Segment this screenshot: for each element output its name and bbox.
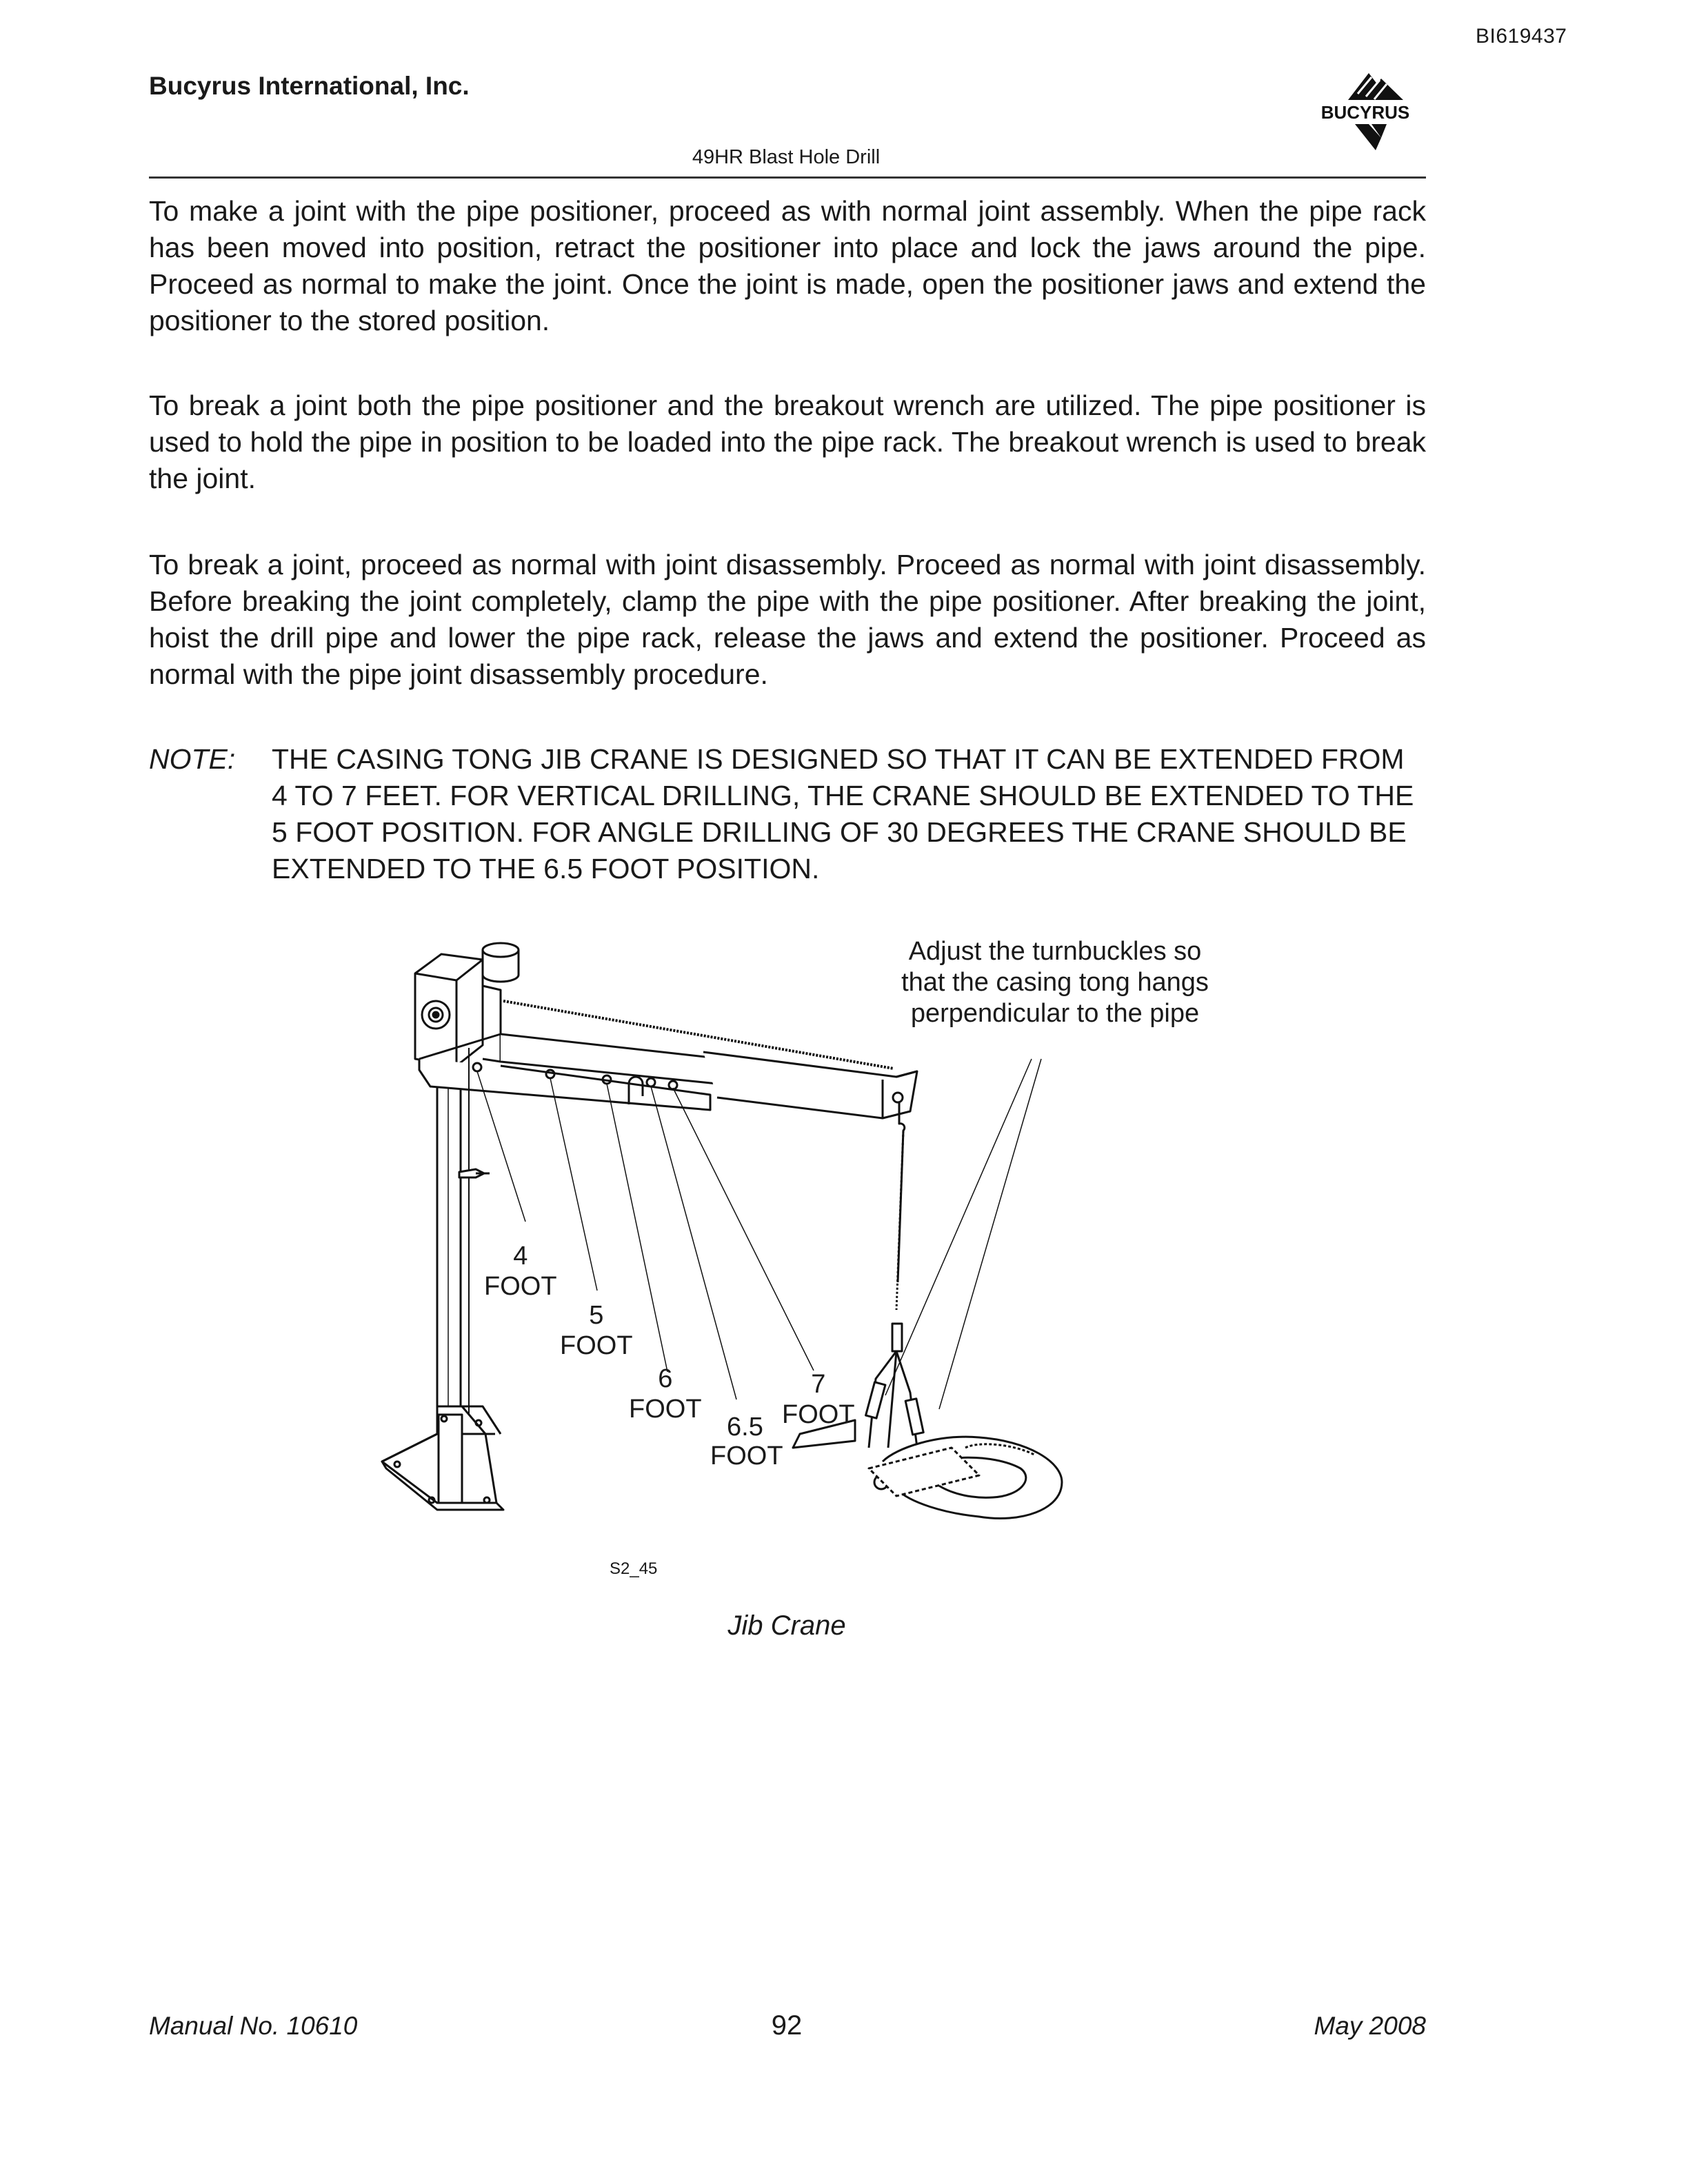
label-4-foot: 4 FOOT bbox=[484, 1242, 557, 1301]
label-6-foot: 6 FOOT bbox=[629, 1364, 702, 1424]
figure-code: S2_45 bbox=[610, 1559, 658, 1578]
paragraph-break-joint-tools: To break a joint both the pipe positioner and the breakout wrench are utilized. The pipe positioner is used to hold the pipe in position to be loaded into the pipe rack. The breakout wrench is used to break the joint. bbox=[149, 390, 1426, 494]
publication-date: May 2008 bbox=[1314, 2012, 1426, 2040]
paragraph-make-joint: To make a joint with the pipe positioner, proceed as with normal joint assembly. When the pipe rack has been moved into position, retract the positioner into place and lock the jaws around the pipe. Proceed as normal to make the joint. Once the joint is made, open the positioner jaws and extend the positioner to the stored position. bbox=[149, 195, 1426, 336]
label-7-foot: 7 FOOT bbox=[782, 1370, 855, 1429]
document-id: BI619437 bbox=[1476, 25, 1567, 48]
header-rule bbox=[149, 176, 1426, 179]
note-text: THE CASING TONG JIB CRANE IS DESIGNED SO THAT IT CAN BE EXTENDED FROM 4 TO 7 FEET. FOR VERTICAL DRILLING, THE CRANE SHOULD BE EXTENDED TO THE 5 FOOT POSITION. FOR ANGLE DRILLING OF 30 DEGREES THE CRANE SHOULD BE EXTENDED TO THE 6.5 FOOT POSITION. bbox=[272, 743, 1414, 884]
bucyrus-logo bbox=[1300, 69, 1431, 155]
paragraph-break-joint-procedure: To break a joint, proceed as normal with joint disassembly. Proceed as normal with joint disassembly. Before breaking the joint completely, clamp the pipe with the pipe positioner. After breaking the joint, hoist the drill pipe and lower the pipe rack, release the jaws and extend the positioner. Proceed as normal with the pipe joint disassembly procedure. bbox=[149, 549, 1426, 690]
label-6-5-number: 6.5 bbox=[727, 1413, 763, 1442]
label-6-5-foot: FOOT bbox=[710, 1442, 783, 1470]
label-5-foot: 5 FOOT bbox=[560, 1301, 633, 1360]
company-name: Bucyrus International, Inc. bbox=[149, 72, 470, 100]
logo-text: BUCYRUS bbox=[1320, 102, 1410, 123]
figure-caption: Jib Crane bbox=[727, 1610, 846, 1641]
note-label: NOTE: bbox=[149, 743, 236, 775]
turnbuckle-callout: Adjust the turnbuckles so that the casing tong hangs perpendicular to the pipe bbox=[901, 937, 1209, 1028]
manual-number: Manual No. 10610 bbox=[149, 2012, 358, 2040]
page-number: 92 bbox=[771, 2010, 803, 2041]
document-subtitle: 49HR Blast Hole Drill bbox=[692, 146, 881, 168]
